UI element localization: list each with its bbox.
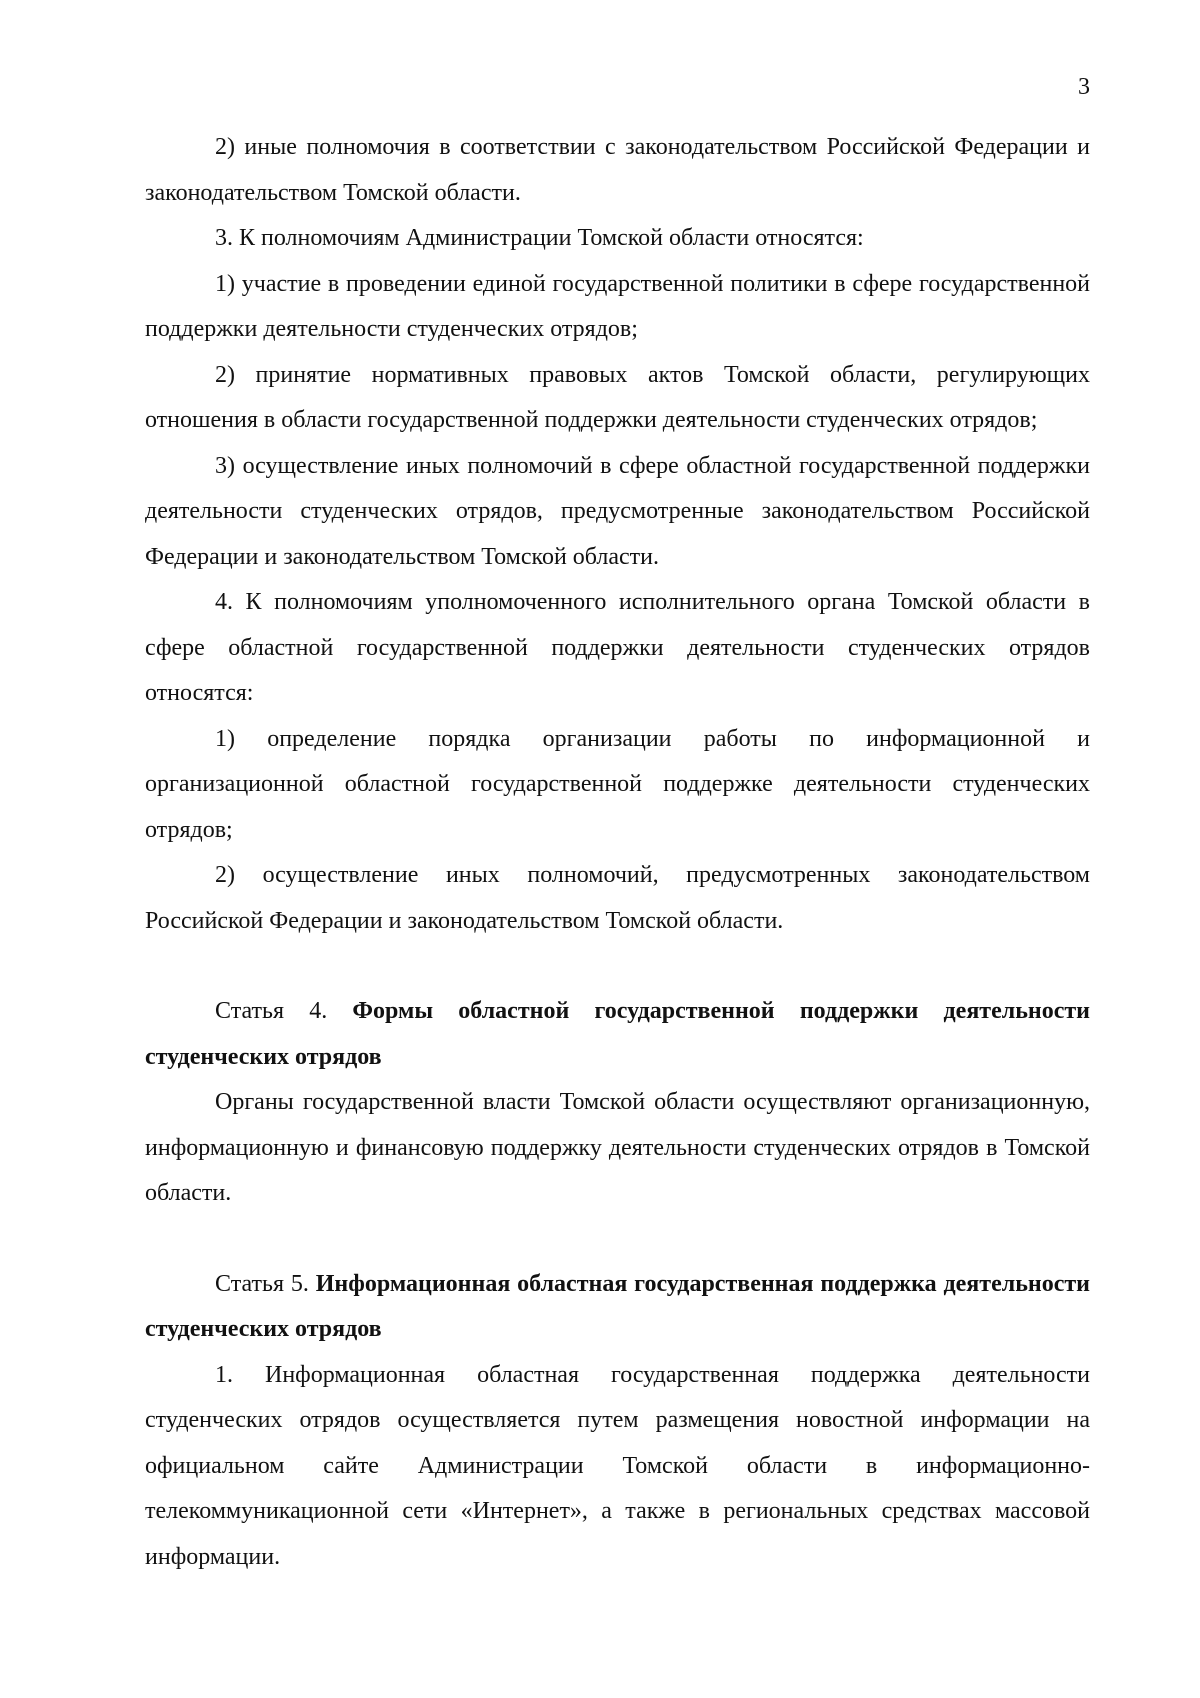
paragraph-administration-power-1: 1) участие в проведении единой государственной политики в сфере государственной поддержки деятельности студенческих отрядов; <box>145 270 1090 342</box>
article-5-body: 1. Информационная областная государственная поддержка деятельности студенческих отрядов осуществляется путем размещения новостной информации на официальном сайте Администрации Томской области в информационно-телекоммуникационной сети «Интернет», а также в региональных средствах массовой информации. <box>145 1361 1090 1570</box>
paragraph-other-powers: 2) иные полномочия в соответствии с законодательством Российской Федерации и законодательством Томской области. <box>145 134 1090 206</box>
article-4-heading <box>145 989 1090 1080</box>
article-4-title: Формы областной государственной поддержки деятельности студенческих отрядов <box>145 998 1090 1070</box>
article-4-body: Органы государственной власти Томской области осуществляют организационную, информационную и финансовую поддержку деятельности студенческих отрядов в Томской области. <box>145 1089 1090 1206</box>
paragraph-administration-power-2: 2) принятие нормативных правовых актов Томской области, регулирующих отношения в области государственной поддержки деятельности студенческих отрядов; <box>145 361 1090 433</box>
document-body <box>145 125 1090 1580</box>
paragraph-authorized-body-powers-heading: 4. К полномочиям уполномоченного исполнительного органа Томской области в сфере областной государственной поддержки деятельности студенческих отрядов относятся: <box>145 589 1090 706</box>
paragraph-administration-power-3: 3) осуществление иных полномочий в сфере областной государственной поддержки деятельности студенческих отрядов, предусмотренные законодательством Российской Федерации и законодательством Томской области. <box>145 452 1090 570</box>
paragraph-authorized-body-power-2: 2) осуществление иных полномочий, предусмотренных законодательством Российской Федерации и законодательством Томской области. <box>145 862 1090 934</box>
article-5-heading <box>145 1262 1090 1353</box>
article-4-label: Статья 4. <box>215 998 353 1024</box>
paragraph-administration-powers-heading: 3. К полномочиям Администрации Томской области относятся: <box>215 225 864 251</box>
paragraph-authorized-body-power-1: 1) определение порядка организации работы по информационной и организационной областной государственной поддержке деятельности студенческих отрядов; <box>145 725 1090 843</box>
page-number: 3 <box>1078 74 1090 100</box>
article-5-title: Информационная областная государственная поддержка деятельности студенческих отрядов <box>145 1270 1090 1342</box>
article-5-label: Статья 5. <box>215 1270 316 1297</box>
